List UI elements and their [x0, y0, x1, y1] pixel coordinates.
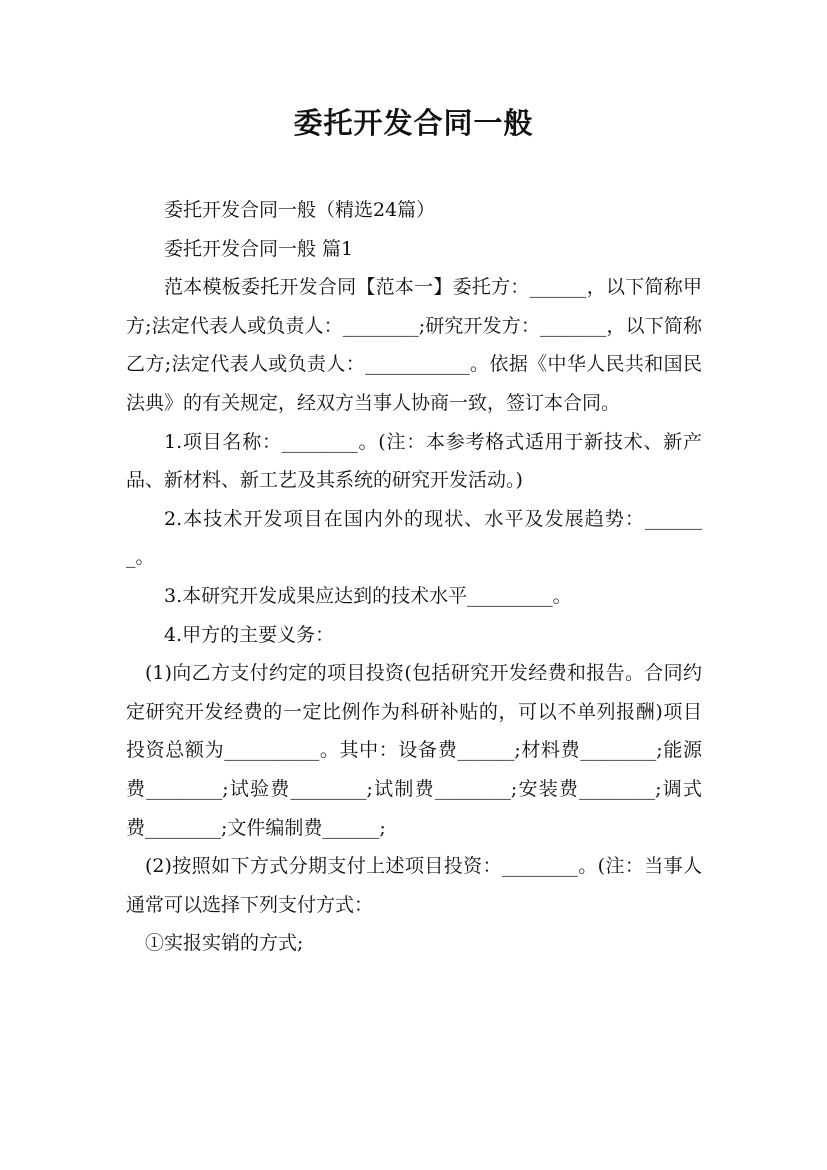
paragraph-payment-option-1: ①实报实销的方式; — [145, 932, 304, 955]
paragraph-item-3: 3.本研究开发成果应达到的技术水平_________。 — [164, 584, 572, 607]
paragraph-item-4: 4.甲方的主要义务： — [164, 623, 335, 646]
paragraph-item-4-2: (2)按照如下方式分期支付上述项目投资：________。(注：当事人通常可以选择下列支付方式： — [126, 855, 702, 916]
paragraph-preamble: 范本模板委托开发合同【范本一】委托方：______，以下简称甲方;法定代表人或负责人：________;研究开发方：_______，以下简称乙方;法定代表人或负责人：___________。依据《中华人民共和国民法典》的有关规定，经双方当事人协商一致，签订本合同。 — [126, 276, 702, 414]
paragraph-item-2: 2.本技术开发项目在国内外的现状、水平及发展趋势：_______。 — [126, 507, 702, 569]
paragraph-item-1: 1.项目名称：________。(注：本参考格式适用于新技术、新产品、新材料、新工艺及其系统的研究开发活动。) — [126, 430, 702, 492]
document-title: 委托开发合同一般 — [293, 106, 534, 140]
paragraph-item-4-1: (1)向乙方支付约定的项目投资(包括研究开发经费和报告。合同约定研究开发经费的一定比例作为科研补贴的，可以不单列报酬)项目投资总额为__________。其中：设备费______;材料费________;能源费________;试验费________;试制费________;安装费________;调式费________;文件编制费______; — [126, 662, 702, 839]
document-body — [126, 191, 702, 963]
paragraph-subtitle: 委托开发合同一般（精选24篇） — [164, 199, 436, 221]
paragraph-section-heading: 委托开发合同一般 篇1 — [164, 237, 354, 260]
